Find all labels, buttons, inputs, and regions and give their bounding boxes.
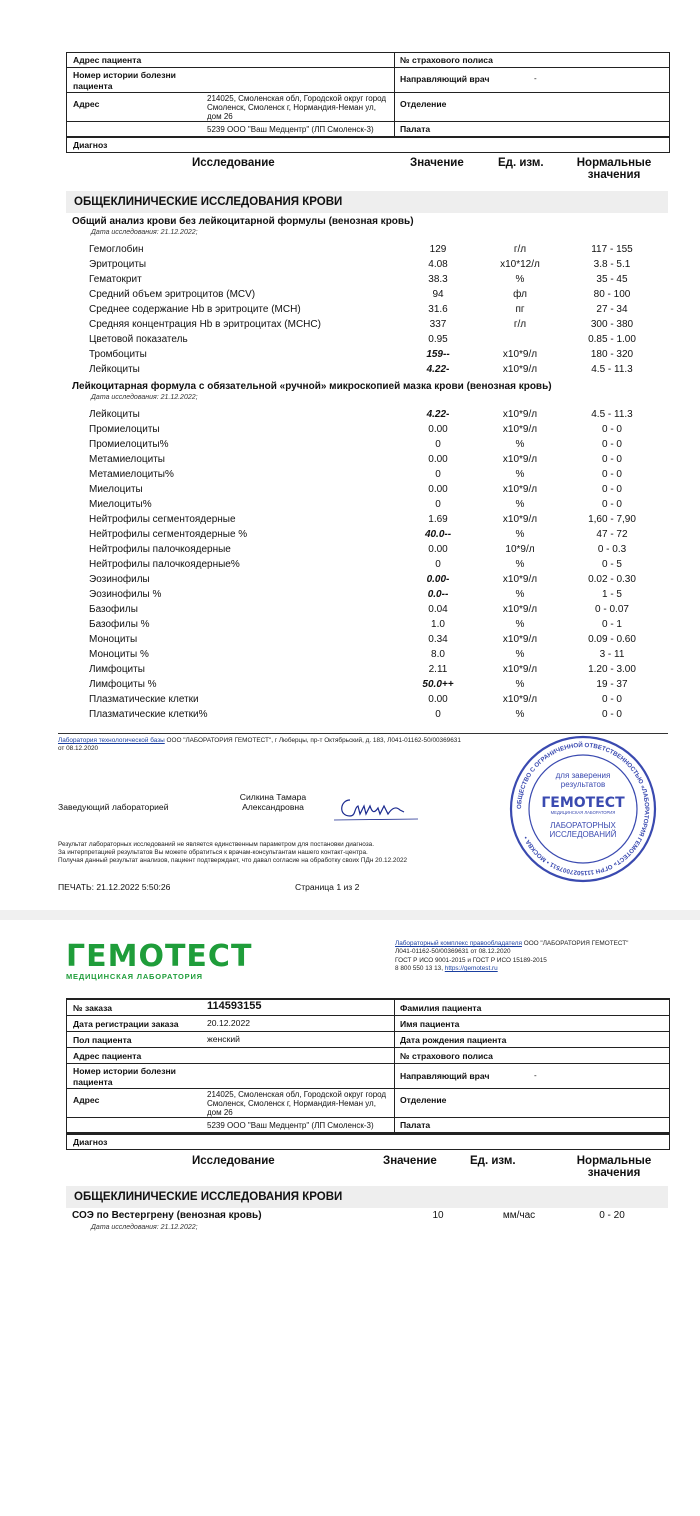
result-name: Лимфоциты % — [89, 679, 157, 690]
result-name: Плазматические клетки — [89, 694, 199, 705]
header-value: 5239 ООО "Ваш Медцентр" (ЛП Смоленск-3) — [207, 125, 374, 134]
result-reference: 1 - 5 — [601, 589, 622, 600]
header-value: 214025, Смоленская обл, Городской округ город Смоленск, Смоленск г, Нормандия-Неман ул, дом 26 — [207, 94, 387, 121]
header-row-patient-address — [67, 1048, 669, 1064]
result-name: Промиелоциты — [89, 424, 160, 435]
diagnosis-label: Диагноз — [73, 140, 108, 150]
header-row-reg-date — [67, 1016, 669, 1032]
result-name: Метамиелоциты — [89, 454, 165, 465]
result-name: Плазматические клетки% — [89, 709, 208, 720]
header-label: Номер истории болезни пациента — [73, 1066, 176, 1087]
result-row — [0, 664, 700, 679]
result-reference: 47 - 72 — [596, 529, 628, 540]
stamp-ring-text: ОБЩЕСТВО С ОГРАНИЧЕННОЙ ОТВЕТСТВЕННОСТЬЮ «ЛАБОРАТОРИЯ ГЕМОТЕСТ» ОГРН 1115027007511 • МОСКВА • — [515, 741, 651, 877]
result-reference: 0 - 0 — [601, 709, 622, 720]
header-right-value: - — [534, 74, 537, 83]
stamp-brand: ГЕМОТЕСТ — [541, 795, 625, 811]
header-row-department — [67, 122, 669, 137]
header-value: 214025, Смоленская обл, Городской округ город Смоленск, Смоленск г, Нормандия-Неман ул, дом 26 — [207, 1090, 387, 1117]
header-row-patient-address — [67, 53, 669, 68]
result-reference: 80 - 100 — [593, 289, 631, 300]
header-label: Пол пациента — [73, 1035, 132, 1045]
diagnosis-row — [66, 136, 670, 153]
result-unit: % — [515, 499, 525, 510]
cbc-panel-date: Дата исследования: 21.12.2022; — [91, 229, 198, 236]
header-row-address — [67, 1089, 669, 1118]
header-label: Дата регистрации заказа — [73, 1019, 179, 1029]
result-row — [0, 274, 700, 289]
result-unit: 10*9/л — [505, 544, 535, 555]
section-title: ОБЩЕКЛИНИЧЕСКИЕ ИССЛЕДОВАНИЯ КРОВИ — [74, 1191, 343, 1203]
result-row — [0, 514, 700, 529]
result-unit: мм/час — [502, 1210, 536, 1221]
result-unit: % — [515, 709, 525, 720]
stamp-line1: для заверения — [555, 771, 611, 780]
result-value: 0.04 — [428, 604, 448, 615]
result-value: 0.95 — [428, 334, 448, 345]
result-value: 337 — [429, 319, 447, 330]
result-reference: 0 - 0 — [601, 424, 622, 435]
stamp-line3: ЛАБОРАТОРНЫХ — [550, 821, 616, 830]
rights-holder-text: ООО "ЛАБОРАТОРИЯ ГЕМОТЕСТ" — [523, 940, 629, 947]
result-reference: 1.20 - 3.00 — [588, 664, 636, 675]
result-value: 0 — [435, 469, 441, 480]
result-row — [0, 304, 700, 319]
stamp-brand-sub: МЕДИЦИНСКАЯ ЛАБОРАТОРИЯ — [550, 810, 616, 815]
result-reference: 4.5 - 11.3 — [591, 409, 633, 420]
header-right-label: Направляющий врач — [400, 74, 490, 84]
result-row — [0, 574, 700, 589]
result-unit: пг — [515, 304, 525, 315]
result-unit: % — [515, 649, 525, 660]
column-header-test: Исследование — [192, 157, 275, 169]
result-name: Промиелоциты% — [89, 439, 169, 450]
patient-header-table — [66, 52, 670, 137]
result-row — [0, 694, 700, 709]
result-unit: % — [515, 679, 525, 690]
result-value: 0.00- — [426, 574, 450, 585]
header-right-label: № страхового полиса — [400, 55, 493, 65]
result-row — [0, 709, 700, 724]
result-name: Базофилы % — [89, 619, 150, 630]
column-header-value: Значение — [410, 157, 464, 169]
result-row — [0, 469, 700, 484]
result-name: Средний объем эритроцитов (MCV) — [89, 289, 256, 300]
header-right-label: Палата — [400, 124, 431, 134]
result-value: 0.0-- — [427, 589, 449, 600]
header-row-department — [67, 1118, 669, 1133]
result-value: 1.69 — [428, 514, 448, 525]
header-label: Адрес пациента — [73, 1051, 142, 1061]
result-value: 159-- — [426, 349, 450, 360]
head-name-line2: Александровна — [242, 802, 304, 812]
result-reference: 0 - 0 — [601, 454, 622, 465]
result-row — [0, 424, 700, 439]
result-name: Лимфоциты — [89, 664, 145, 675]
header-label: Адрес — [73, 99, 100, 109]
result-reference: 4.5 - 11.3 — [591, 364, 633, 375]
result-reference: 0 - 1 — [601, 619, 622, 630]
result-row — [0, 544, 700, 559]
result-reference: 300 - 380 — [590, 319, 634, 330]
result-row — [0, 499, 700, 514]
result-reference: 0 - 0 — [601, 469, 622, 480]
header-row-gender — [67, 1032, 669, 1048]
header-value: 20.12.2022 — [207, 1018, 251, 1028]
result-unit: % — [515, 469, 525, 480]
result-value: 0.34 — [428, 634, 448, 645]
column-header-reference-line2: значения — [587, 169, 641, 181]
result-name: Нейтрофилы палочкоядерные — [89, 544, 231, 555]
result-reference: 0 - 0 — [601, 694, 622, 705]
result-value: 0 — [435, 499, 441, 510]
result-value: 1.0 — [431, 619, 445, 630]
result-reference: 0 - 0.07 — [595, 604, 629, 615]
result-row — [0, 679, 700, 694]
section-header — [66, 1186, 668, 1208]
result-reference: 117 - 155 — [591, 244, 633, 255]
diagnosis-row — [66, 1133, 670, 1150]
result-name: Миелоциты% — [89, 499, 152, 510]
result-row — [0, 334, 700, 349]
header-right-value: - — [534, 1071, 537, 1080]
head-name-line1: Силкина Тамара — [239, 792, 307, 802]
result-reference: 0 - 5 — [601, 559, 622, 570]
result-reference: 0 - 0.3 — [597, 544, 627, 555]
header-right-label: № страхового полиса — [400, 1051, 493, 1061]
result-reference: 3.8 - 5.1 — [593, 259, 631, 270]
print-timestamp: ПЕЧАТЬ: 21.12.2022 5:50:26 — [58, 882, 171, 892]
lab-base-date: от 08.12.2020 — [58, 745, 99, 752]
header-row-history — [67, 1064, 669, 1089]
result-row — [0, 649, 700, 664]
column-header-reference — [574, 157, 654, 181]
result-unit: x10*9/л — [502, 634, 538, 645]
result-unit: % — [515, 619, 525, 630]
result-row — [0, 289, 700, 304]
page-separator — [0, 910, 700, 920]
result-unit: г/л — [513, 244, 527, 255]
result-value: 0.00 — [428, 454, 448, 465]
section-title: ОБЩЕКЛИНИЧЕСКИЕ ИССЛЕДОВАНИЯ КРОВИ — [74, 196, 343, 208]
result-row — [0, 619, 700, 634]
result-name: Гематокрит — [89, 274, 142, 285]
result-row — [0, 244, 700, 259]
result-value: 38.3 — [428, 274, 448, 285]
result-reference: 0 - 0 — [601, 499, 622, 510]
result-name: Моноциты — [89, 634, 138, 645]
result-row — [0, 634, 700, 649]
result-value: 4.22- — [426, 364, 450, 375]
column-header-test: Исследование — [192, 1155, 275, 1167]
diff-panel-date: Дата исследования: 21.12.2022; — [91, 394, 198, 401]
result-name: Гемоглобин — [89, 244, 144, 255]
rights-holder-info — [395, 940, 665, 974]
result-reference: 0 - 0 — [601, 484, 622, 495]
header-right-label: Имя пациента — [400, 1019, 460, 1029]
result-row — [0, 604, 700, 619]
result-name: Метамиелоциты% — [89, 469, 174, 480]
column-header-reference-line1: Нормальные — [576, 157, 652, 169]
result-value: 31.6 — [428, 304, 448, 315]
result-unit: x10*9/л — [502, 424, 538, 435]
result-reference: 0.85 - 1.00 — [588, 334, 636, 345]
disclaimer-line: Получая данный результат анализов, пациент подтверждает, что давал согласие на обработку своих ПДн 20.12.2022 — [58, 857, 408, 864]
head-name — [218, 792, 328, 812]
order-number: 114593155 — [207, 1000, 262, 1012]
result-value: 0 — [435, 709, 441, 720]
result-unit: x10*9/л — [502, 364, 538, 375]
result-name: Тромбоциты — [89, 349, 147, 360]
result-name: Нейтрофилы сегментоядерные % — [89, 529, 248, 540]
header-right-label: Дата рождения пациента — [400, 1035, 507, 1045]
header-right-label: Палата — [400, 1120, 431, 1130]
result-unit: x10*9/л — [502, 409, 538, 420]
result-unit: x10*12/л — [500, 259, 540, 270]
result-row — [0, 454, 700, 469]
result-row — [0, 319, 700, 334]
esr-date: Дата исследования: 21.12.2022; — [91, 1224, 198, 1231]
result-unit: % — [515, 439, 525, 450]
stamp-line4: ИССЛЕДОВАНИЙ — [549, 830, 617, 839]
header-row-order — [67, 1000, 669, 1016]
report-page-2 — [0, 920, 700, 1516]
result-row — [0, 439, 700, 454]
result-name: Миелоциты — [89, 484, 143, 495]
result-unit: % — [515, 274, 525, 285]
result-row — [0, 529, 700, 544]
result-name: Средняя концентрация Hb в эритроцитах (MCHC) — [89, 319, 321, 330]
column-header-reference-line2: значения — [587, 1167, 641, 1179]
column-header-unit: Ед. изм. — [498, 157, 544, 169]
stamp-line2: результатов — [560, 780, 606, 789]
result-row-esr — [0, 1210, 700, 1225]
result-reference: 0 - 20 — [599, 1210, 625, 1221]
lab-stamp — [508, 734, 658, 884]
result-row — [0, 484, 700, 499]
result-unit: x10*9/л — [502, 694, 538, 705]
result-unit: фл — [513, 289, 527, 300]
result-name: Моноциты % — [89, 649, 149, 660]
result-value: 0 — [435, 559, 441, 570]
result-reference: 0.09 - 0.60 — [588, 634, 636, 645]
result-reference: 0.02 - 0.30 — [588, 574, 636, 585]
column-header-value: Значение — [383, 1155, 437, 1167]
diff-panel-title: Лейкоцитарная формула с обязательной «ручной» микроскопией мазка крови (венозная кровь) — [72, 381, 552, 392]
result-value: 0.00 — [428, 484, 448, 495]
result-unit: % — [515, 589, 525, 600]
header-right-label: Отделение — [400, 1095, 447, 1105]
section-header — [66, 191, 668, 213]
result-value: 50.0++ — [422, 679, 454, 690]
result-name: Эозинофилы — [89, 574, 150, 585]
result-name: Базофилы — [89, 604, 138, 615]
phone: 8 800 550 13 13, — [395, 965, 443, 973]
header-row-history — [67, 68, 669, 93]
result-name: Нейтрофилы сегментоядерные — [89, 514, 236, 525]
result-name: Цветовой показатель — [89, 334, 188, 345]
result-value: 129 — [429, 244, 447, 255]
result-value: 0.00 — [428, 424, 448, 435]
head-title: Заведующий лабораторией — [58, 802, 169, 812]
header-value: женский — [207, 1034, 240, 1044]
result-reference: 0 - 0 — [601, 439, 622, 450]
result-reference: 3 - 11 — [599, 649, 625, 660]
result-value: 4.22- — [426, 409, 450, 420]
result-unit: x10*9/л — [502, 574, 538, 585]
result-value: 0.00 — [428, 544, 448, 555]
result-value: 2.11 — [428, 664, 448, 675]
page-number: Страница 1 из 2 — [295, 882, 360, 892]
result-row — [0, 559, 700, 574]
column-header-unit: Ед. изм. — [470, 1155, 516, 1167]
cbc-panel-title: Общий анализ крови без лейкоцитарной формулы (венозная кровь) — [72, 216, 414, 227]
disclaimer-line: Результат лабораторных исследований не является единственным параметром для постановки диагноза. — [58, 841, 374, 848]
result-row — [0, 409, 700, 424]
result-row — [0, 349, 700, 364]
result-value: 0.00 — [428, 694, 448, 705]
result-unit: x10*9/л — [502, 514, 538, 525]
result-value: 8.0 — [431, 649, 445, 660]
diagnosis-label: Диагноз — [73, 1137, 108, 1147]
disclaimer — [58, 841, 498, 865]
result-unit: г/л — [513, 319, 527, 330]
result-unit: x10*9/л — [502, 604, 538, 615]
result-row — [0, 589, 700, 604]
result-reference: 27 - 34 — [596, 304, 628, 315]
result-name: Нейтрофилы палочкоядерные% — [89, 559, 240, 570]
logo-subtitle: МЕДИЦИНСКАЯ ЛАБОРАТОРИЯ — [66, 972, 203, 981]
header-right-label: Фамилия пациента — [400, 1003, 482, 1013]
result-name: Среднее содержание Hb в эритроците (MCH) — [89, 304, 301, 315]
result-value: 0 — [435, 439, 441, 450]
rights-holder-link[interactable]: Лабораторный комплекс правообладателя — [395, 940, 522, 947]
result-reference: 19 - 37 — [596, 679, 628, 690]
header-label: Адрес — [73, 1095, 100, 1105]
result-value: 4.08 — [428, 259, 448, 270]
logo-text: ГЕМОТЕСТ — [66, 939, 253, 974]
header-label: Адрес пациента — [73, 55, 142, 65]
result-name: Лейкоциты — [89, 409, 140, 420]
signature-image — [332, 790, 422, 826]
result-reference: 180 - 320 — [590, 349, 634, 360]
result-value: 40.0-- — [424, 529, 452, 540]
header-value: 5239 ООО "Ваш Медцентр" (ЛП Смоленск-3) — [207, 1121, 374, 1130]
result-name: Лейкоциты — [89, 364, 140, 375]
result-unit: % — [515, 559, 525, 570]
header-label: № заказа — [73, 1003, 113, 1013]
column-header-reference — [574, 1155, 654, 1179]
header-row-address — [67, 93, 669, 122]
lab-base-text: ООО "ЛАБОРАТОРИЯ ГЕМОТЕСТ", г Люберцы, пр-т Октябрьский, д. 183, Л041-01162-50/00369631 — [166, 737, 461, 744]
iso: ГОСТ Р ИСО 9001-2015 и ГОСТ Р ИСО 15189-2015 — [395, 956, 547, 964]
result-value: 10 — [432, 1210, 444, 1221]
result-row — [0, 364, 700, 379]
header-label: Номер истории болезни пациента — [73, 70, 176, 91]
result-name: Эозинофилы % — [89, 589, 162, 600]
lab-base-link[interactable]: Лаборатория технологической базы — [58, 737, 165, 744]
result-name: Эритроциты — [89, 259, 147, 270]
result-reference: 35 - 45 — [596, 274, 628, 285]
column-header-reference-line1: Нормальные — [576, 1155, 652, 1167]
result-unit: x10*9/л — [502, 664, 538, 675]
result-unit: x10*9/л — [502, 454, 538, 465]
result-name: СОЭ по Вестергрену (венозная кровь) — [72, 1210, 262, 1221]
patient-header-table — [66, 998, 670, 1133]
gemotest-logo — [66, 939, 253, 981]
lab-base-info — [58, 737, 518, 753]
header-right-label: Направляющий врач — [400, 1071, 490, 1081]
result-reference: 1,60 - 7,90 — [588, 514, 636, 525]
result-value: 94 — [432, 289, 444, 300]
result-unit: x10*9/л — [502, 349, 538, 360]
disclaimer-line: За интерпретацией результатов Вы можете обратиться к врачам-консультантам нашего контакт-центра. — [58, 849, 368, 856]
license: Л041-01162-50/00369631 от 08.12.2020 — [395, 948, 511, 956]
result-unit: % — [515, 529, 525, 540]
site-link[interactable]: https://gemotest.ru — [444, 965, 498, 973]
header-right-label: Отделение — [400, 99, 447, 109]
result-unit: x10*9/л — [502, 484, 538, 495]
result-row — [0, 259, 700, 274]
